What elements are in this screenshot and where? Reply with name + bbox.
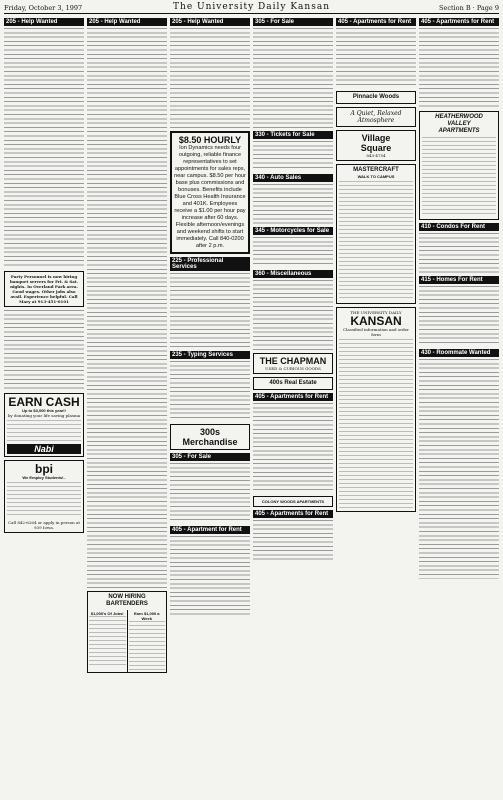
classified-text <box>253 280 333 350</box>
issue-date: Friday, October 3, 1997 <box>4 4 83 12</box>
section-header: 205 - Help Wanted <box>4 18 84 26</box>
section-header: 405 - Apartments for Rent <box>419 18 499 26</box>
real-estate-banner: 400s Real Estate <box>253 377 333 390</box>
section-header: 305 - For Sale <box>253 18 333 26</box>
classified-text <box>4 310 84 390</box>
column-3 <box>170 16 250 796</box>
section-header: 415 - Homes For Rent <box>419 276 499 284</box>
masthead <box>4 2 499 14</box>
classified-text <box>419 359 499 579</box>
mastercraft-ad: MASTERCRAFT WALK TO CAMPUS <box>336 164 416 304</box>
bpi-ad: bpi We Employ Students!.. Call 842-6264 or apply in person at 939 Iowa. <box>4 460 84 533</box>
section-header: 430 - Roommate Wanted <box>419 349 499 357</box>
merchandise-banner: 300s Merchandise <box>170 424 250 450</box>
section-header: 410 - Condos For Rent <box>419 223 499 231</box>
column-2 <box>87 16 167 796</box>
classified-text <box>419 28 499 108</box>
section-header: 345 - Motorcycles for Sale <box>253 227 333 235</box>
section-header: 405 - Apartment for Rent <box>170 526 250 534</box>
column-5 <box>336 16 416 796</box>
heatherwood-ad: HEATHERWOOD VALLEY APARTMENTS <box>419 111 499 220</box>
section-header: 205 - Help Wanted <box>87 18 167 26</box>
column-4 <box>253 16 333 796</box>
section-header: 360 - Miscellaneous <box>253 270 333 278</box>
section-header: 340 - Auto Sales <box>253 174 333 182</box>
column-1 <box>4 16 84 796</box>
classified-text <box>253 237 333 267</box>
section-header: 205 - Help Wanted <box>170 18 250 26</box>
earn-cash-ad: EARN CASH Up to $3,000 this year!! by donating your life saving plasma Nabi <box>4 393 84 457</box>
classified-text <box>253 141 333 171</box>
classified-text <box>170 536 250 616</box>
classified-text <box>170 361 250 421</box>
section-header: 330 - Tickets for Sale <box>253 131 333 139</box>
classified-text <box>170 463 250 523</box>
section-header: 225 - Professional Services <box>170 257 250 271</box>
kansan-order-form: THE UNIVERSITY DAILY KANSAN Classified information and order form <box>336 307 416 512</box>
classified-text <box>253 184 333 224</box>
section-header: 235 - Typing Services <box>170 351 250 359</box>
bartenders-ad: NOW HIRING BARTENDERS $1,000's Of Jobs! Earn $1,000 a Week <box>87 591 167 673</box>
classified-text <box>87 28 167 588</box>
section-header: 405 - Apartments for Rent <box>253 510 333 518</box>
classified-text <box>336 28 416 88</box>
party-personnel-ad: Party Personnel is now hiring banquet servers for Fri. & Sat. nights. In Overland Park area. Good wages. Other jobs also avail. Experience helpful. Call Mary at 913-451-0101 <box>4 271 84 307</box>
classified-text <box>253 520 333 560</box>
quiet-atmosphere-ad: A Quiet, Relaxed Atmosphere <box>336 107 416 127</box>
pinnacle-woods-ad: Pinnacle Woods <box>336 91 416 104</box>
paper-title: The University Daily Kansan <box>173 2 330 12</box>
section-label: Section B · Page 9 <box>439 4 499 12</box>
chapman-ad: THE CHAPMAN USED & CURIOUS GOODS <box>253 353 333 374</box>
village-square-ad: Village Square 843-4754 <box>336 130 416 161</box>
classified-text <box>419 233 499 273</box>
section-header: 405 - Apartments for Rent <box>336 18 416 26</box>
classified-text <box>170 28 250 128</box>
classified-text <box>253 28 333 128</box>
classified-text <box>4 28 84 268</box>
column-6 <box>419 16 499 796</box>
section-header: 405 - Apartments for Rent <box>253 393 333 401</box>
classified-text <box>170 273 250 348</box>
section-header: 305 - For Sale <box>170 453 250 461</box>
colony-woods-ad: COLONY WOODS APARTMENTS <box>253 496 333 507</box>
classified-text <box>253 403 333 493</box>
ion-dynamics-ad: $8.50 HOURLY Ion Dynamics needs four outgoing, reliable finance representatives to set appointments for sales reps, near campus. $8.50 per hour base plus commissions and bonuses. Benefits include Blue Cross Health Insurance and 401K. Employees receive a $1.00 per hour pay increase after 60 days. Flexible afternoon/evenings and weekend shifts to start immediately. Call 840-0200 after 2 p.m. <box>170 131 250 254</box>
classified-text <box>419 286 499 346</box>
